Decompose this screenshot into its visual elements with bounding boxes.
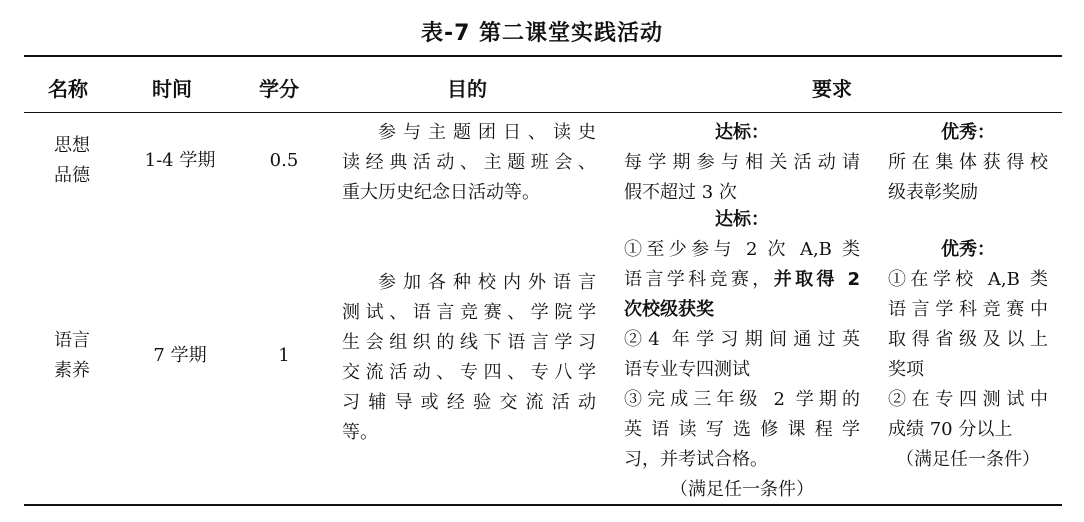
row2-pass-line: 习，并考试合格。 bbox=[624, 449, 768, 470]
row2-excellent-note: （满足任一条件） bbox=[896, 449, 1040, 470]
row2-name bbox=[40, 326, 104, 386]
row2-pass-line: 英语读写选修课程学 bbox=[624, 419, 860, 440]
row2-name-line: 素养 bbox=[54, 360, 90, 381]
header-name: 名称 bbox=[48, 77, 88, 101]
row1-excellent-line: 所在集体获得校 bbox=[888, 152, 1048, 173]
row1-credit-value: 0.5 bbox=[269, 150, 299, 171]
header-rule bbox=[24, 112, 1062, 113]
row2-purpose-line: 测试、语言竞赛、学院学 bbox=[342, 302, 596, 323]
row1-name-line: 思想 bbox=[54, 135, 90, 156]
table-title: 表-7 第二课堂实践活动 bbox=[420, 21, 664, 46]
row1-excellent-line: 级表彰奖励 bbox=[888, 182, 978, 203]
row2-pass-line: ①至少参与 2 次 A,B 类 bbox=[624, 239, 860, 260]
row2-purpose-line: 等。 bbox=[342, 422, 378, 443]
row1-excellent-title: 优秀： bbox=[941, 122, 995, 143]
row2-pass-text: 语言学科竞赛， bbox=[624, 269, 774, 290]
row2-purpose-line: 交流活动、专四、专八学 bbox=[342, 362, 596, 383]
row2-pass-line: ②4 年学习期间通过英 bbox=[624, 329, 860, 350]
table-top-rule bbox=[24, 55, 1062, 57]
row1-purpose-line: 重大历史纪念日活动等。 bbox=[342, 182, 540, 203]
row2-purpose-line: 习辅导或经验交流活动 bbox=[342, 392, 596, 413]
row2-purpose-line: 生会组织的线下语言学习 bbox=[342, 332, 596, 353]
row2-credit bbox=[252, 341, 316, 371]
row2-purpose-line: 参加各种校内外语言 bbox=[378, 272, 596, 293]
row2-pass-bold-line: 次校级获奖 bbox=[624, 299, 714, 320]
row1-pass-title: 达标： bbox=[715, 122, 769, 143]
row2-excellent-line: ①在学校 A,B 类 bbox=[888, 269, 1048, 290]
row2-pass-line: 语专业专四测试 bbox=[624, 359, 750, 380]
row1-name-line: 品德 bbox=[54, 165, 90, 186]
row1-excellent bbox=[888, 118, 1048, 208]
header-purpose: 目的 bbox=[447, 77, 487, 101]
row2-time bbox=[120, 341, 240, 371]
row1-purpose-line: 参与主题团日、读史 bbox=[378, 122, 596, 143]
row2-name-line: 语言 bbox=[54, 330, 90, 351]
row2-excellent-title: 优秀： bbox=[941, 239, 995, 260]
header-credit: 学分 bbox=[259, 77, 299, 101]
row2-excellent-line: 奖项 bbox=[888, 359, 924, 380]
row2-excellent-line: 成绩 70 分以上 bbox=[888, 419, 1013, 440]
row2-credit-value: 1 bbox=[278, 345, 290, 366]
row2-pass-bold-text: 并取得 2 bbox=[773, 269, 861, 290]
row1-name bbox=[40, 131, 104, 191]
row1-pass bbox=[624, 118, 860, 208]
header-time: 时间 bbox=[152, 77, 192, 101]
row1-purpose bbox=[342, 118, 596, 208]
row1-pass-line: 假不超过 3 次 bbox=[624, 182, 737, 203]
row2-excellent bbox=[888, 235, 1048, 475]
row2-excellent-line: 取得省级及以上 bbox=[888, 329, 1048, 350]
row1-pass-line: 每学期参与相关活动请 bbox=[624, 152, 860, 173]
row2-excellent-line: 语言学科竞赛中 bbox=[888, 299, 1048, 320]
row1-time-value: 1-4 学期 bbox=[144, 150, 216, 171]
row2-time-value: 7 学期 bbox=[153, 345, 207, 366]
header-requirements: 要求 bbox=[812, 77, 852, 101]
row2-pass-title: 达标： bbox=[715, 209, 769, 230]
row2-excellent-line: ②在专四测试中 bbox=[888, 389, 1048, 410]
row2-pass-note: （满足任一条件） bbox=[670, 479, 814, 500]
table-bottom-rule bbox=[24, 504, 1062, 506]
row2-pass bbox=[624, 205, 860, 505]
row2-pass-line bbox=[624, 265, 860, 295]
row1-purpose-line: 读经典活动、主题班会、 bbox=[342, 152, 596, 173]
row2-purpose bbox=[342, 268, 596, 448]
row1-credit bbox=[252, 146, 316, 176]
row1-time bbox=[120, 146, 240, 176]
row2-pass-line: ③完成三年级 2 学期的 bbox=[624, 389, 860, 410]
